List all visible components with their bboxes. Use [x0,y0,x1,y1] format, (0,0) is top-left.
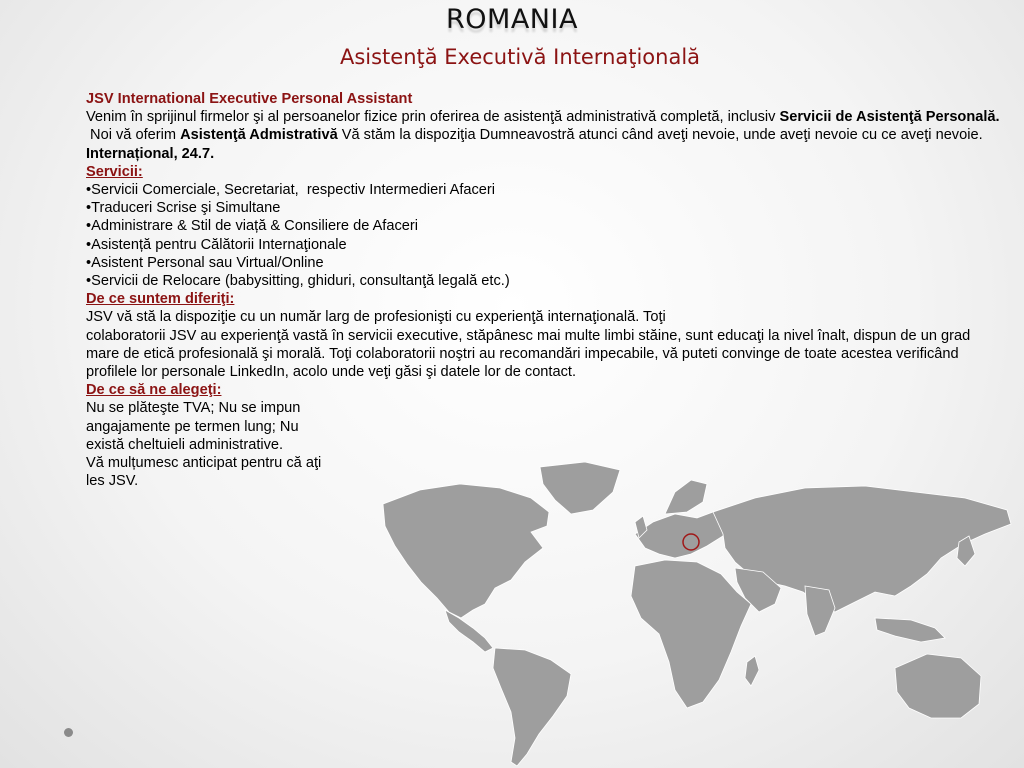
thanks-text: Vă mulțumesc anticipat pentru că aţi les JSV. [86,455,322,490]
service-item-personal-assistant: •Asistent Personal sau Virtual/Online [86,254,324,271]
service-item-relocation: •Servicii de Relocare (babysitting, ghiduri, consultanţă legală etc.) [86,273,510,290]
world-map [335,462,1024,768]
slide-subtitle: Asistenţă Executivă Internaţională [339,45,701,69]
intro-paragraph-2 [86,126,1001,144]
intro-text-2-bold: Asistenţă Admistrativă [180,127,338,144]
slide-content [86,90,1001,490]
slide-bullet-dot [64,728,73,737]
service-item-translation: •Traduceri Scrise şi Simultane [86,200,281,217]
different-text-1: JSV vă stă la dispoziţie cu un număr larg de profesionişti cu experienţă internaţională. Toţi [86,309,666,326]
different-text-2: colaboratorii JSV au experienţă vastă în servicii executive, stăpânesc mai multe limbi stăine, sunt educaţi la nivel înalt, dispun de un grad mare de etică profesională şi morală. Toţi colaboratorii noştri au recomandări impecabile, vă puteti convinge de toate acestea verificând profilele lor personale LinkedIn, acolo unde veţi găsi şi datele lor de contact. [86,327,971,381]
services-heading: Servicii: [86,163,143,180]
intro-availability: Internațional, 24.7. [86,145,215,162]
service-item-administration: •Administrare & Stil de viață & Consiliere de Afaceri [86,218,418,235]
intro-text-1: Venim în sprijinul firmelor şi al persoanelor fizice prin oferirea de asistenţă administrativă completă, inclusiv [86,109,780,126]
different-heading: De ce suntem diferiţi: [86,291,235,308]
choose-text: Nu se plăteşte TVA; Nu se impun angajamente pe termen lung; Nu există cheltuieli administrative. [86,400,301,453]
intro-heading: JSV International Executive Personal Assistant [86,91,413,107]
service-item-commercial: •Servicii Comerciale, Secretariat, respectiv Intermedieri Afaceri [86,182,496,199]
intro-text-1-bold: Servicii de Asistenţă Personală. [779,109,1000,126]
slide-title: ROMANIA [446,4,578,35]
service-item-travel: •Asistență pentru Călătorii Internaţionale [86,236,347,253]
choose-heading: De ce să ne alegeţi: [86,382,222,399]
intro-text-2-post: Vă stăm la dispoziţia Dumneavostră atunci când aveţi nevoie, unde aveţi nevoie cu ce aveţi nevoie. [337,127,983,144]
intro-text-2-pre: Noi vă oferim [86,127,181,144]
intro-paragraph-1 [86,108,1001,126]
world-map-land [383,462,1011,766]
